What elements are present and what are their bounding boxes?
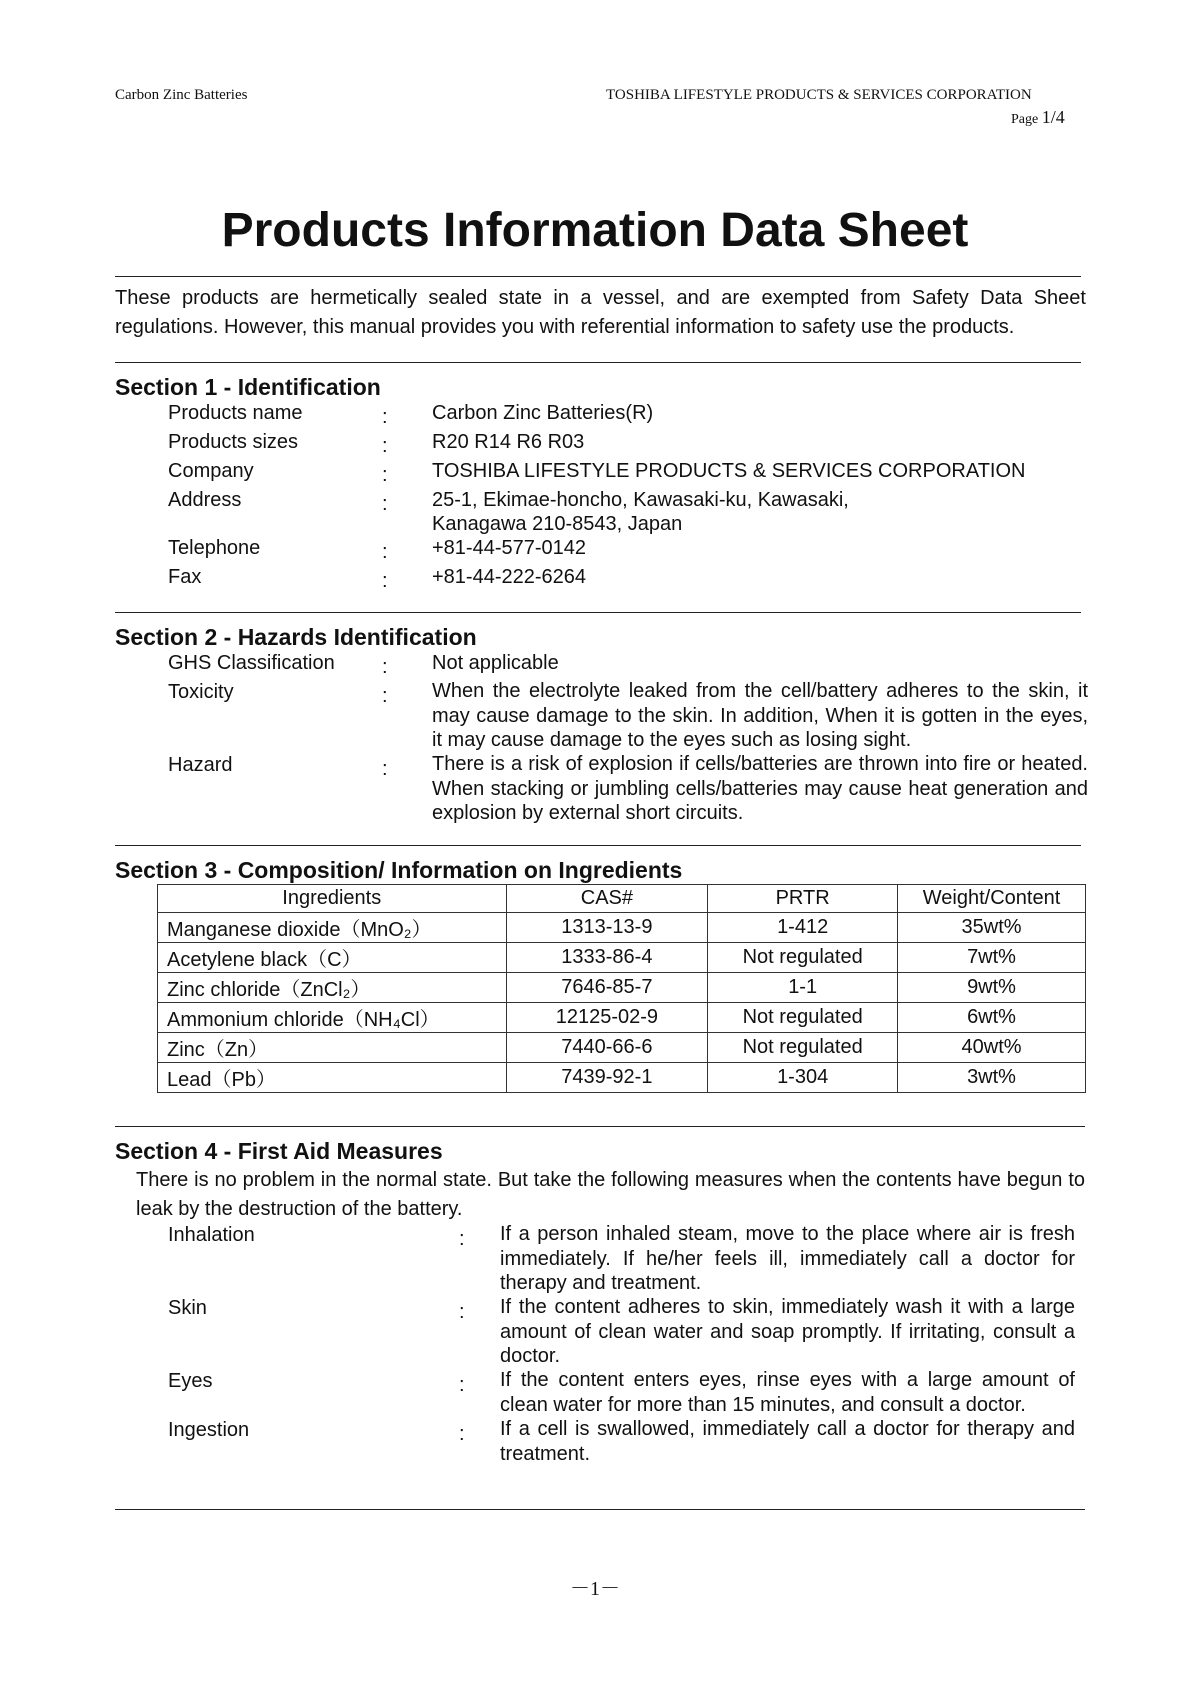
table-cell: Ammonium chloride（NH₄Cl） [158,1003,507,1033]
table-row [158,913,1086,943]
ingredients-table [157,884,1086,1093]
section-1-heading: Section 1 - Identification [115,374,381,400]
field-colon: : [382,435,388,457]
field-label: Company [168,460,254,482]
field-colon: : [382,406,388,428]
field-colon: : [382,685,388,707]
products-sizes-value: R20 R14 R6 R03 [432,431,585,453]
footer-page-number: －1－ [570,1578,620,1600]
field-label: Products name [168,402,303,424]
hazard-value: There is a risk of explosion if cells/batteries are thrown into fire or heated. When stacking or jumbling cells/batteries may cause heat generation and explosion by external short circuits. [432,753,1088,824]
table-cell: Not regulated [708,1003,898,1033]
header-right: TOSHIBA LIFESTYLE PRODUCTS & SERVICES CORPORATION [606,87,1032,103]
company-value: TOSHIBA LIFESTYLE PRODUCTS & SERVICES CORPORATION [432,460,1026,482]
field-colon: : [382,464,388,486]
table-cell: Acetylene black（C） [158,943,507,973]
section-3-heading: Section 3 - Composition/ Information on Ingredients [115,857,683,883]
field-colon: : [459,1374,465,1396]
field-colon: : [382,656,388,678]
fax-value: +81-44-222-6264 [432,566,587,588]
table-cell: 12125-02-9 [506,1003,708,1033]
field-label: Fax [168,566,202,588]
field-label: Skin [168,1297,207,1319]
address-value-line-2: Kanagawa 210-8543, Japan [432,513,683,535]
table-cell: 7439-92-1 [506,1063,708,1093]
field-colon: : [382,493,388,515]
toxicity-value: When the electrolyte leaked from the cell/battery adheres to the skin, it may cause damage to the skin. In addition, When it is gotten in the eyes, it may cause damage to the eyes such as losing sight. [432,680,1088,751]
table-cell: 7wt% [898,943,1086,973]
table-cell: Not regulated [708,1033,898,1063]
divider [115,1509,1085,1510]
field-label: Address [168,489,242,511]
field-colon: : [382,541,388,563]
divider [115,1126,1085,1127]
field-colon: : [382,570,388,592]
field-label: Toxicity [168,681,234,703]
page-prefix: Page [1011,112,1042,127]
column-header-cas: CAS# [506,885,708,913]
address-value: 25-1, Ekimae-honcho, Kawasaki-ku, Kawasaki, [432,489,849,511]
field-label: Eyes [168,1370,213,1392]
table-cell: 1-304 [708,1063,898,1093]
header-left: Carbon Zinc Batteries [115,87,248,103]
table-cell: 7646-85-7 [506,973,708,1003]
telephone-value: +81-44-577-0142 [432,537,587,559]
page-indicator [1011,107,1065,128]
table-row [158,943,1086,973]
table-cell: Zinc（Zn） [158,1033,507,1063]
inhalation-value: If a person inhaled steam, move to the place where air is fresh immediately. If he/her feels ill, immediately call a doctor for therapy and treatment. [500,1223,1075,1294]
intro-line-2: regulations. However, this manual provides you with referential information to safety use the products. [115,316,1015,338]
divider [115,276,1081,277]
table-row [158,1033,1086,1063]
table-cell: Not regulated [708,943,898,973]
page-value: 1/4 [1041,107,1065,127]
field-label: Ingestion [168,1419,250,1441]
table-cell: Lead（Pb） [158,1063,507,1093]
table-cell: 1333-86-4 [506,943,708,973]
section-4-heading: Section 4 - First Aid Measures [115,1138,443,1164]
field-colon: : [459,1301,465,1323]
skin-value: If the content adheres to skin, immediately wash it with a large amount of clean water and soap promptly. If irritating, consult a doctor. [500,1296,1075,1367]
ghs-classification-value: Not applicable [432,652,559,674]
table-cell: 1313-13-9 [506,913,708,943]
ingestion-value: If a cell is swallowed, immediately call a doctor for therapy and treatment. [500,1418,1075,1465]
table-cell: 40wt% [898,1033,1086,1063]
intro-line-1: These products are hermetically sealed state in a vessel, and are exempted from Safety Data Sheet [115,287,1086,309]
table-cell: Zinc chloride（ZnCl₂） [158,973,507,1003]
table-cell: Manganese dioxide（MnO₂） [158,913,507,943]
column-header-weight: Weight/Content [898,885,1086,913]
field-label: Telephone [168,537,261,559]
field-label: Inhalation [168,1224,255,1246]
column-header-ingredients: Ingredients [158,885,507,913]
table-cell: 35wt% [898,913,1086,943]
column-header-prtr: PRTR [708,885,898,913]
field-label: Hazard [168,754,233,776]
table-row [158,1003,1086,1033]
field-colon: : [459,1423,465,1445]
first-aid-intro: There is no problem in the normal state. But take the following measures when the contents have begun to leak by the destruction of the battery. [136,1169,1085,1220]
divider [115,362,1081,363]
field-label: Products sizes [168,431,299,453]
divider [115,845,1081,846]
table-cell: 6wt% [898,1003,1086,1033]
table-row [158,973,1086,1003]
table-cell: 1-412 [708,913,898,943]
table-cell: 1-1 [708,973,898,1003]
section-2-heading: Section 2 - Hazards Identification [115,624,477,650]
eyes-value: If the content enters eyes, rinse eyes with a large amount of clean water for more than 15 minutes, and consult a doctor. [500,1369,1075,1416]
page-title: Products Information Data Sheet [221,204,969,257]
products-name-value: Carbon Zinc Batteries(R) [432,402,654,424]
table-header-row [158,885,1086,913]
table-row [158,1063,1086,1093]
divider [115,612,1081,613]
table-cell: 3wt% [898,1063,1086,1093]
field-colon: : [459,1228,465,1250]
field-colon: : [382,758,388,780]
table-cell: 7440-66-6 [506,1033,708,1063]
field-label: GHS Classification [168,652,335,674]
table-cell: 9wt% [898,973,1086,1003]
